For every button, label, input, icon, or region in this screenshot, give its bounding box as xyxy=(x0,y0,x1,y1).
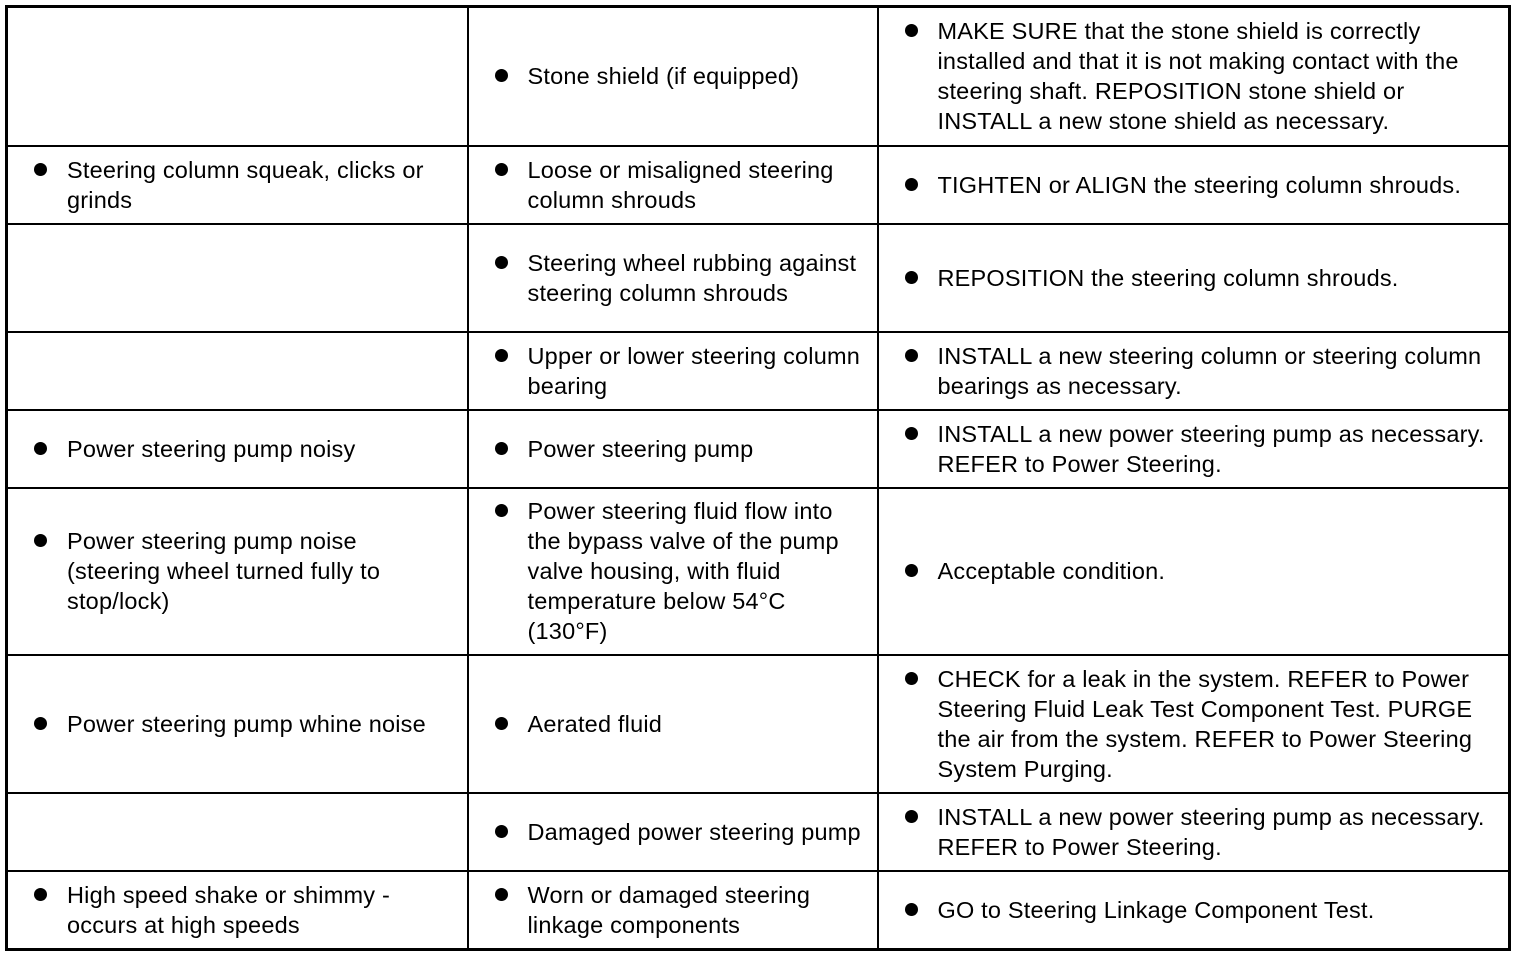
action-cell xyxy=(878,332,1510,410)
bullet-icon xyxy=(905,427,918,440)
condition-cell xyxy=(7,224,468,332)
source-cell xyxy=(468,224,878,332)
condition-text: High speed shake or shimmy - occurs at high speeds xyxy=(67,881,390,938)
table-row xyxy=(7,146,1510,224)
bullet-icon xyxy=(34,163,47,176)
action-text: REPOSITION the steering column shrouds. xyxy=(937,264,1399,291)
action-text: TIGHTEN or ALIGN the steering column shrouds. xyxy=(937,171,1462,198)
action-text: INSTALL a new power steering pump as necessary. REFER to Power Steering. xyxy=(937,803,1485,860)
bullet-icon xyxy=(905,564,918,577)
bullet-icon xyxy=(495,825,508,838)
source-cell xyxy=(468,793,878,871)
condition-cell xyxy=(7,410,468,488)
bullet-icon xyxy=(905,24,918,37)
table-row xyxy=(7,871,1510,950)
condition-text: Power steering pump noise (steering wheel turned fully to stop/lock) xyxy=(67,528,381,614)
condition-cell xyxy=(7,146,468,224)
source-text: Worn or damaged steering linkage components xyxy=(527,881,811,938)
source-text: Loose or misaligned steering column shrouds xyxy=(527,156,834,213)
bullet-icon xyxy=(495,256,508,269)
source-text: Damaged power steering pump xyxy=(527,818,861,845)
bullet-icon xyxy=(905,349,918,362)
table-row xyxy=(7,410,1510,488)
condition-cell xyxy=(7,655,468,793)
source-text: Power steering fluid flow into the bypass valve of the pump valve housing, with fluid temperature below 54°C (130°F) xyxy=(527,498,839,644)
bullet-icon xyxy=(495,888,508,901)
source-text: Power steering pump xyxy=(527,435,754,462)
table-row xyxy=(7,655,1510,793)
source-cell xyxy=(468,410,878,488)
bullet-icon xyxy=(34,442,47,455)
action-text: GO to Steering Linkage Component Test. xyxy=(937,896,1375,923)
bullet-icon xyxy=(495,504,508,517)
action-text: CHECK for a leak in the system. REFER to Power Steering Fluid Leak Test Component Test. PURGE the air from the system. REFER to Power Steering System Purging. xyxy=(937,665,1473,782)
action-cell xyxy=(878,488,1510,655)
source-cell xyxy=(468,655,878,793)
action-cell xyxy=(878,793,1510,871)
bullet-icon xyxy=(495,69,508,82)
condition-cell xyxy=(7,871,468,950)
bullet-icon xyxy=(495,442,508,455)
table-row xyxy=(7,793,1510,871)
action-cell xyxy=(878,410,1510,488)
condition-cell xyxy=(7,793,468,871)
condition-cell xyxy=(7,332,468,410)
bullet-icon xyxy=(495,163,508,176)
action-text: MAKE SURE that the stone shield is correctly installed and that it is not making contact with the steering shaft. REPOSITION stone shield or INSTALL a new stone shield as necessary. xyxy=(937,18,1459,135)
bullet-icon xyxy=(34,534,47,547)
table-row xyxy=(7,224,1510,332)
action-cell xyxy=(878,224,1510,332)
source-text: Aerated fluid xyxy=(527,710,663,737)
source-cell xyxy=(468,871,878,950)
diagnosis-table xyxy=(5,5,1511,951)
bullet-icon xyxy=(495,349,508,362)
condition-text: Steering column squeak, clicks or grinds xyxy=(67,156,424,213)
action-text: INSTALL a new steering column or steering column bearings as necessary. xyxy=(937,342,1482,399)
source-cell xyxy=(468,7,878,146)
bullet-icon xyxy=(905,810,918,823)
source-text: Upper or lower steering column bearing xyxy=(527,342,861,399)
bullet-icon xyxy=(905,271,918,284)
action-cell xyxy=(878,871,1510,950)
table-row xyxy=(7,488,1510,655)
source-text: Stone shield (if equipped) xyxy=(527,63,800,90)
condition-text: Power steering pump noisy xyxy=(67,435,356,462)
source-text: Steering wheel rubbing against steering column shrouds xyxy=(527,249,857,306)
bullet-icon xyxy=(905,672,918,685)
action-text: Acceptable condition. xyxy=(937,558,1166,584)
bullet-icon xyxy=(905,178,918,191)
action-cell xyxy=(878,146,1510,224)
condition-cell xyxy=(7,7,468,146)
action-text: INSTALL a new power steering pump as necessary. REFER to Power Steering. xyxy=(937,420,1485,477)
action-cell xyxy=(878,7,1510,146)
source-cell xyxy=(468,146,878,224)
condition-cell xyxy=(7,488,468,655)
table-row xyxy=(7,7,1510,146)
bullet-icon xyxy=(495,717,508,730)
table-row xyxy=(7,332,1510,410)
condition-text: Power steering pump whine noise xyxy=(67,710,426,737)
bullet-icon xyxy=(905,903,918,916)
bullet-icon xyxy=(34,717,47,730)
source-cell xyxy=(468,488,878,655)
bullet-icon xyxy=(34,888,47,901)
action-cell xyxy=(878,655,1510,793)
source-cell xyxy=(468,332,878,410)
